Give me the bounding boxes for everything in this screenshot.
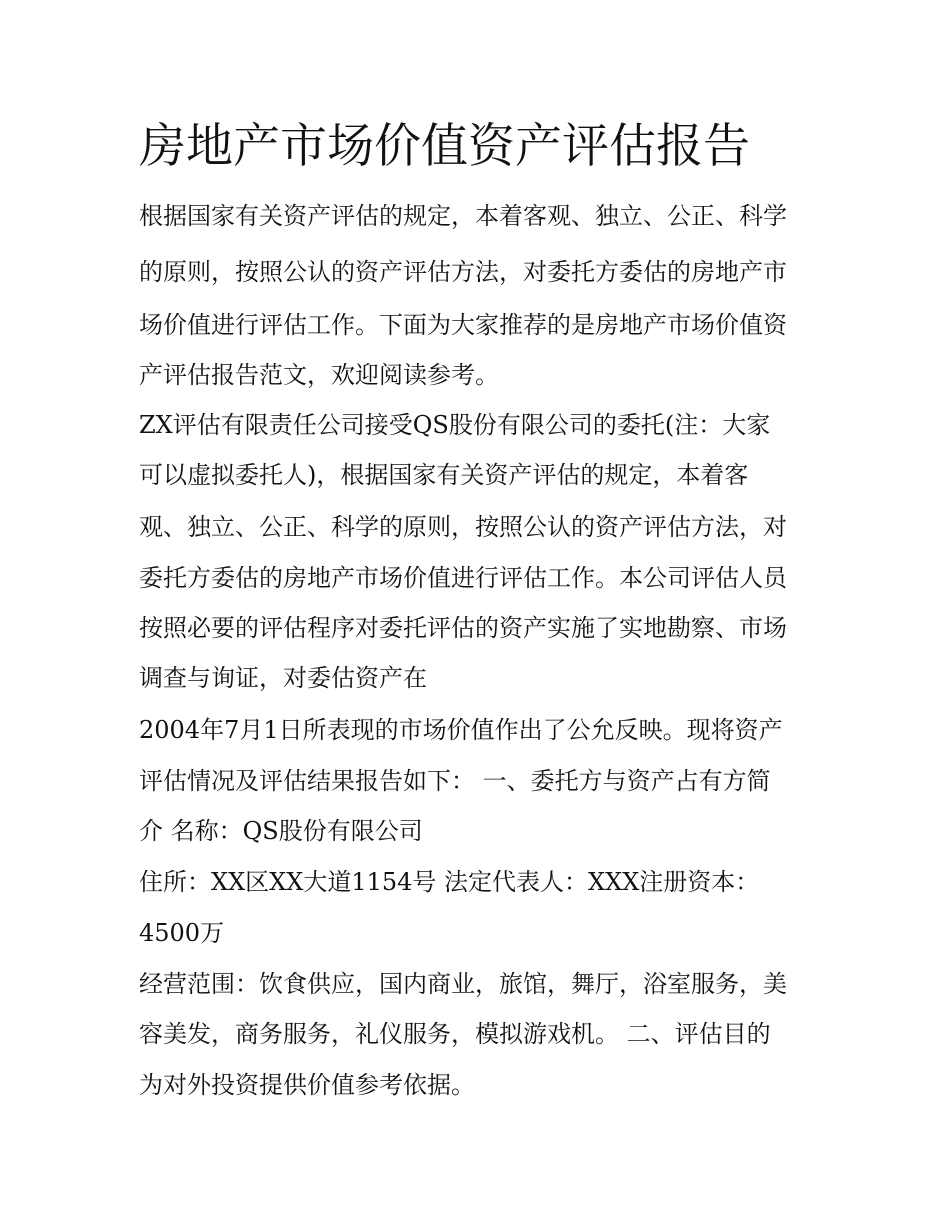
body-line: 介 名称：QS股份有限公司 — [139, 817, 423, 845]
document-title: 房地产市场价值资产评估报告 — [139, 119, 750, 174]
body-line: 为对外投资提供价值参考依据。 — [139, 1071, 475, 1099]
body-line: 可以虚拟委托人)，根据国家有关资产评估的规定，本着客 — [139, 461, 749, 489]
body-line: 委托方委估的房地产市场价值进行评估工作。本公司评估人员 — [139, 564, 787, 592]
body-line: 2004年7月1日所表现的市场价值作出了公允反映。现将资产 — [139, 716, 783, 744]
body-line: 4500万 — [139, 919, 225, 947]
body-line: 根据国家有关资产评估的规定，本着客观、独立、公正、科学 — [139, 202, 787, 230]
body-line: 容美发，商务服务，礼仪服务，模拟游戏机。 二、评估目的 — [139, 1020, 771, 1048]
body-line: 观、独立、公正、科学的原则，按照公认的资产评估方法，对 — [139, 513, 787, 541]
body-line: 经营范围：饮食供应，国内商业，旅馆，舞厅，浴室服务，美 — [139, 970, 787, 998]
body-line: 评估情况及评估结果报告如下： 一、委托方与资产占有方简 — [139, 767, 771, 795]
body-line: 按照必要的评估程序对委托评估的资产实施了实地勘察、市场 — [139, 614, 787, 642]
body-line: 住所：XX区XX大道1154号 法定代表人：XXX注册资本： — [139, 868, 760, 896]
body-line: 产评估报告范文，欢迎阅读参考。 — [139, 361, 499, 389]
body-line: 的原则，按照公认的资产评估方法，对委托方委估的房地产市 — [139, 258, 787, 286]
body-line: 场价值进行评估工作。下面为大家推荐的是房地产市场价值资 — [139, 311, 787, 339]
body-line: 调查与询证，对委估资产在 — [139, 664, 427, 692]
body-line: ZX评估有限责任公司接受QS股份有限公司的委托(注：大家 — [139, 411, 771, 439]
